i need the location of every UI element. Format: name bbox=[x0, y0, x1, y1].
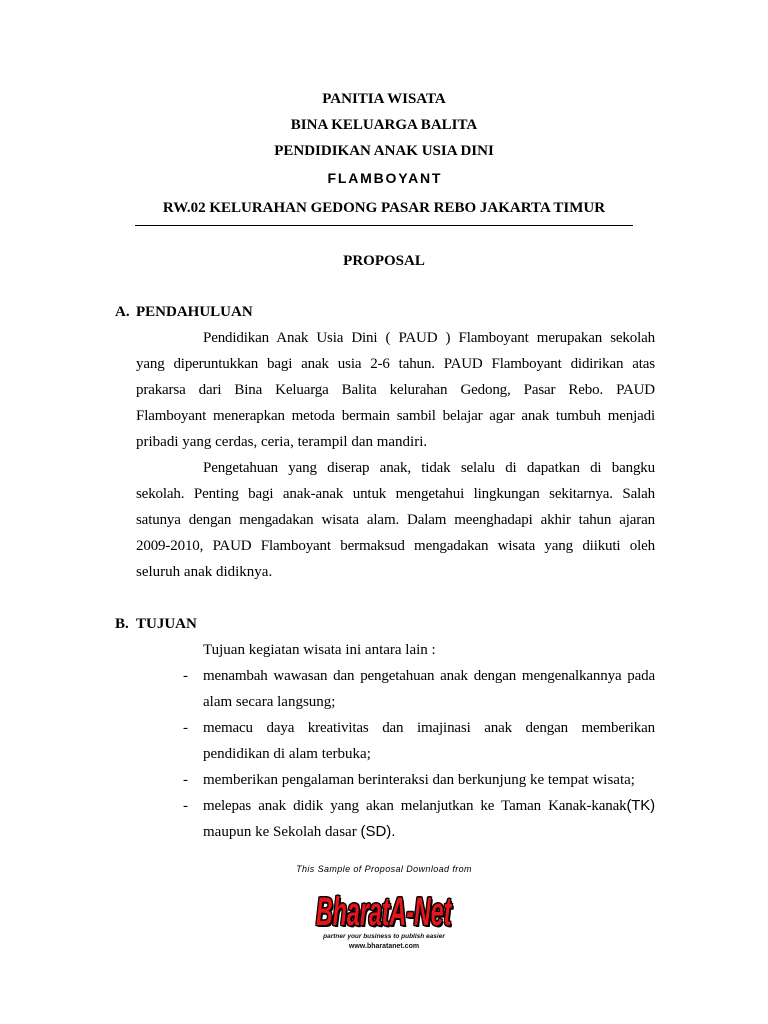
paragraph-text: Flamboyant menerapkan metoda bermain sambil belajar agar anak tumbuh menjadi bbox=[136, 408, 655, 424]
logo-website: www.bharatanet.com bbox=[348, 943, 420, 950]
list-intro-text: Tujuan kegiatan wisata ini antara lain : bbox=[203, 642, 436, 658]
paragraph-line bbox=[0, 559, 768, 585]
list-intro bbox=[0, 637, 768, 663]
section-title: TUJUAN bbox=[136, 616, 197, 632]
section-letter: A. bbox=[115, 304, 130, 320]
paragraph-line bbox=[0, 325, 768, 351]
section-tujuan bbox=[0, 611, 768, 845]
document-title: PROPOSAL bbox=[343, 253, 425, 269]
section-heading bbox=[0, 611, 768, 637]
section-letter: B. bbox=[115, 616, 129, 632]
header-institution: PENDIDIKAN ANAK USIA DINI bbox=[274, 143, 494, 159]
list-item-text: memberikan pengalaman berinteraksi dan berkunjung ke tempat wisata; bbox=[203, 772, 635, 788]
paragraph-text: seluruh anak didiknya. bbox=[136, 564, 273, 580]
list-item bbox=[0, 715, 768, 741]
bullet-dash: - bbox=[183, 720, 188, 736]
header-program: BINA KELUARGA BALITA bbox=[290, 117, 478, 133]
paragraph-line bbox=[0, 481, 768, 507]
bullet-dash: - bbox=[183, 772, 188, 788]
list-item-text: memacu daya kreativitas dan imajinasi anak dengan memberikan bbox=[203, 720, 655, 736]
header-org-name: FLAMBOYANT bbox=[327, 170, 443, 186]
header-divider bbox=[135, 225, 633, 226]
header-address: RW.02 KELURAHAN GEDONG PASAR REBO JAKARTA TIMUR bbox=[162, 200, 606, 216]
list-item-text bbox=[203, 819, 655, 845]
paragraph-text: 2009-2010, PAUD Flamboyant bermaksud mengadakan wisata yang diikuti oleh bbox=[136, 538, 655, 554]
list-item-continuation bbox=[0, 689, 768, 715]
list-item-text-part: melepas anak didik yang akan melanjutkan ke Taman Kanak-kanak bbox=[203, 798, 627, 814]
paragraph-line bbox=[0, 403, 768, 429]
paragraph-line bbox=[0, 533, 768, 559]
list-item-text: menambah wawasan dan pengetahuan anak dengan mengenalkannya pada bbox=[203, 668, 655, 684]
list-item bbox=[0, 663, 768, 689]
paragraph-text: Pengetahuan yang diserap anak, tidak selalu di dapatkan di bangku bbox=[203, 460, 655, 476]
logo-tagline: partner your business to publish easier bbox=[323, 933, 445, 940]
paragraph-line bbox=[0, 377, 768, 403]
list-item bbox=[0, 793, 768, 819]
paragraph-text: prakarsa dari Bina Keluarga Balita kelurahan Gedong, Pasar Rebo. PAUD bbox=[136, 382, 655, 398]
paragraph-text: sekolah. Penting bagi anak-anak untuk mengetahui lingkungan sekitarnya. Salah bbox=[136, 486, 655, 502]
paragraph-text: satunya dengan mengadakan wisata alam. Dalam meenghadapi akhir tahun ajaran bbox=[136, 512, 655, 528]
list-item-continuation bbox=[0, 819, 768, 845]
paragraph-text: Pendidikan Anak Usia Dini ( PAUD ) Flamboyant merupakan sekolah bbox=[203, 330, 655, 346]
paragraph-text: pribadi yang cerdas, ceria, terampil dan mandiri. bbox=[136, 434, 428, 450]
list-item-text: pendidikan di alam terbuka; bbox=[203, 746, 371, 762]
header-committee: PANITIA WISATA bbox=[322, 91, 446, 107]
list-item-text bbox=[203, 793, 655, 819]
paragraph-line bbox=[0, 455, 768, 481]
list-item bbox=[0, 767, 768, 793]
paragraph-line bbox=[0, 351, 768, 377]
source-note: This Sample of Proposal Download from bbox=[296, 864, 472, 874]
bullet-dash: - bbox=[183, 798, 188, 814]
paragraph-text: yang diperuntukkan bagi anak usia 2-6 tahun. PAUD Flamboyant didirikan atas bbox=[136, 356, 655, 372]
bharatanet-logo bbox=[0, 892, 768, 932]
section-heading bbox=[0, 299, 768, 325]
paragraph-line bbox=[0, 507, 768, 533]
abbreviation-sd: (SD). bbox=[360, 823, 396, 840]
section-title: PENDAHULUAN bbox=[136, 304, 253, 320]
section-pendahuluan bbox=[0, 299, 768, 585]
bullet-dash: - bbox=[183, 668, 188, 684]
list-item-text-part: maupun ke Sekolah dasar bbox=[203, 824, 357, 840]
abbreviation-tk: (TK) bbox=[626, 797, 655, 814]
logo-wordmark: BharatA-Net bbox=[316, 890, 452, 934]
paragraph-line bbox=[0, 429, 768, 455]
list-item-text: alam secara langsung; bbox=[203, 694, 336, 710]
list-item-continuation bbox=[0, 741, 768, 767]
